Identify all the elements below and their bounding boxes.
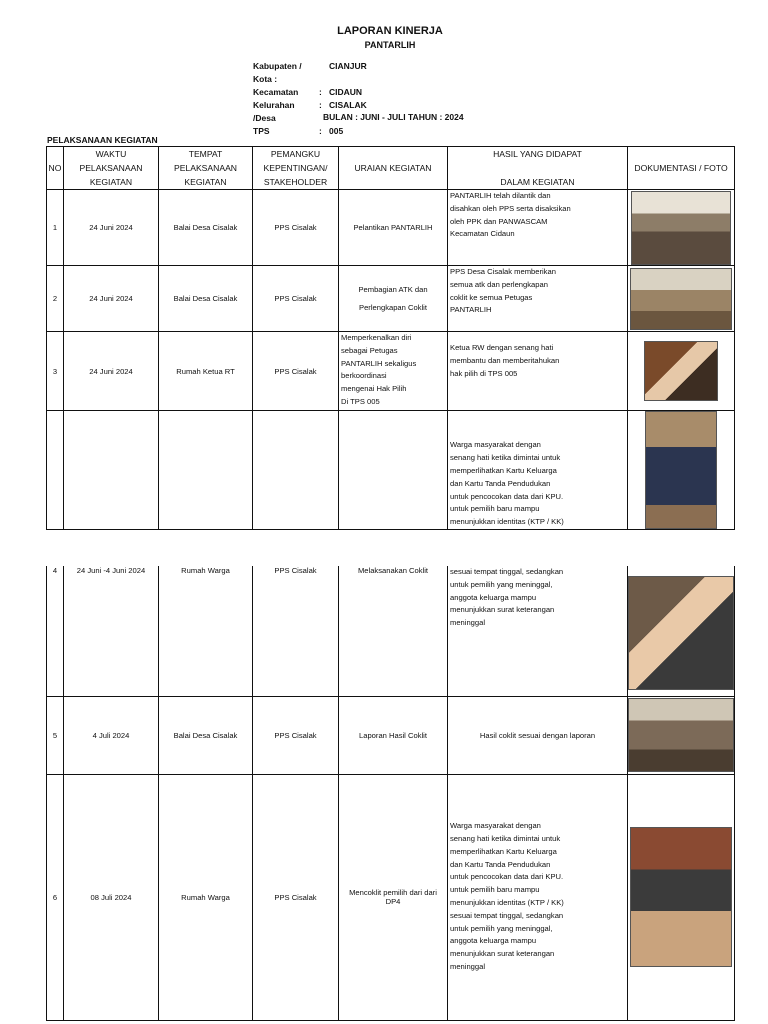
cell-hasil: PPS Desa Cisalak memberikan semua atk dan perlengkapan coklit ke semua Petugas PANTARLIH <box>448 266 628 332</box>
table-header-row <box>47 147 735 190</box>
cell-uraian: Laporan Hasil Coklit <box>339 696 448 774</box>
meta-value: CISALAK <box>329 100 367 110</box>
cell-pemangku: PPS Cisalak <box>253 696 339 774</box>
table-row <box>47 411 735 530</box>
cell-hasil: Ketua RW dengan senang hati membantu dan memberitahukan hak pilih di TPS 005 <box>448 332 628 411</box>
col-waktu-header: WAKTU PELAKSANAAN KEGIATAN <box>64 147 159 190</box>
section-title: PELAKSANAAN KEGIATAN <box>47 135 158 145</box>
meta-sep <box>319 60 329 86</box>
cell-foto <box>628 266 735 332</box>
cell-waktu: 08 Juli 2024 <box>64 774 159 1020</box>
cell-uraian: Pembagian ATK dan Perlengkapan Coklit <box>339 266 448 332</box>
cell-hasil: PANTARLIH telah dilantik dan disahkan oleh PPS serta disaksikan oleh PPK dan PANWASCAM Kecamatan Cidaun <box>448 190 628 266</box>
meta-key: TPS <box>253 126 270 136</box>
meta-sep: : <box>319 126 322 136</box>
meta-key: Kabupaten / Kota : <box>253 61 302 84</box>
activity-table <box>46 146 735 530</box>
report-meta <box>253 60 367 138</box>
cell-uraian: Melaksanakan Coklit <box>339 566 448 696</box>
photo-report-meeting <box>628 698 734 772</box>
col-uraian-header: URAIAN KEGIATAN <box>339 147 448 190</box>
meta-value: CIDAUN <box>329 87 363 97</box>
cell-no: 4 <box>47 566 64 696</box>
report-title: LAPORAN KINERJA <box>337 25 443 37</box>
cell-uraian: Pelantikan PANTARLIH <box>339 190 448 266</box>
cell-foto <box>628 332 735 411</box>
cell-tempat: Balai Desa Cisalak <box>159 696 253 774</box>
cell-waktu: 4 Juli 2024 <box>64 696 159 774</box>
meta-key: Kecamatan <box>253 87 299 97</box>
photo-selfie-residents <box>628 576 734 690</box>
photo-selfie-rt <box>644 341 718 401</box>
cell-tempat: Balai Desa Cisalak <box>159 190 253 266</box>
cell-foto <box>628 566 735 696</box>
cell-uraian: Mencoklit pemilih dari dari DP4 <box>339 774 448 1020</box>
cell-hasil: Warga masyarakat dengan senang hati ketika dimintai untuk memperlihatkan Kartu Keluarga dan Kartu Tanda Pendudukan untuk pencocokan data dari KPU. untuk pemilih baru mampu menunjukkan identitas (KTP / KK) <box>448 411 628 530</box>
cell-waktu <box>64 411 159 530</box>
cell-pemangku <box>253 411 339 530</box>
meta-row-tps <box>253 125 367 138</box>
cell-tempat: Rumah Warga <box>159 566 253 696</box>
meta-sep: : <box>319 87 322 97</box>
col-tempat-header: TEMPAT PELAKSANAAN KEGIATAN <box>159 147 253 190</box>
table-row <box>47 266 735 332</box>
cell-hasil: sesuai tempat tinggal, sedangkan untuk pemilih yang meninggal, anggota keluarga mampu menunjukkan surat keterangan meninggal <box>448 566 628 696</box>
activity-table-continued <box>46 566 735 1021</box>
table-row <box>47 190 735 266</box>
meta-key: Kelurahan /Desa <box>253 100 295 123</box>
table-row <box>47 566 735 696</box>
photo-meeting-hall <box>631 191 731 265</box>
cell-waktu: 24 Juni 2024 <box>64 190 159 266</box>
cell-foto <box>628 696 735 774</box>
col-pemangku-header: PEMANGKU KEPENTINGAN/ STAKEHOLDER <box>253 147 339 190</box>
report-period: BULAN : JUNI - JULI TAHUN : 2024 <box>323 112 464 122</box>
cell-pemangku: PPS Cisalak <box>253 266 339 332</box>
meta-value: CIANJUR <box>329 61 367 71</box>
meta-sep: : <box>319 100 322 110</box>
meta-row-kabupaten <box>253 60 367 86</box>
cell-no: 2 <box>47 266 64 332</box>
cell-uraian <box>339 411 448 530</box>
cell-hasil: Hasil coklit sesuai dengan laporan <box>448 696 628 774</box>
cell-foto <box>628 190 735 266</box>
col-dokumentasi-header: DOKUMENTASI / FOTO <box>628 147 735 190</box>
cell-waktu: 24 Juni 2024 <box>64 266 159 332</box>
cell-hasil: Warga masyarakat dengan senang hati ketika dimintai untuk memperlihatkan Kartu Keluarga dan Kartu Tanda Pendudukan untuk pencocokan data dari KPU. untuk pemilih baru mampu menunjukkan identitas (KTP / KK) sesuai tempat tinggal, sedangkan untuk pemilih yang meninggal, anggota keluarga mampu menunjukkan surat keterangan meninggal <box>448 774 628 1020</box>
cell-tempat: Balai Desa Cisalak <box>159 266 253 332</box>
cell-foto <box>628 774 735 1020</box>
cell-pemangku: PPS Cisalak <box>253 190 339 266</box>
cell-no: 5 <box>47 696 64 774</box>
cell-no: 3 <box>47 332 64 411</box>
table-row <box>47 774 735 1020</box>
cell-tempat <box>159 411 253 530</box>
cell-tempat: Rumah Warga <box>159 774 253 1020</box>
table-row <box>47 696 735 774</box>
cell-pemangku: PPS Cisalak <box>253 566 339 696</box>
meta-row-kecamatan <box>253 86 367 99</box>
cell-pemangku: PPS Cisalak <box>253 774 339 1020</box>
photo-woman-sticker <box>630 827 732 967</box>
cell-pemangku: PPS Cisalak <box>253 332 339 411</box>
report-subtitle: PANTARLIH <box>364 40 416 50</box>
cell-no: 1 <box>47 190 64 266</box>
cell-uraian: Memperkenalkan diri sebagai Petugas PANTARLIH sekaligus berkoordinasi mengenai Hak Pilih Di TPS 005 <box>339 332 448 411</box>
meta-value: 005 <box>329 126 344 136</box>
table-row <box>47 332 735 411</box>
cell-no <box>47 411 64 530</box>
col-no-header: NO <box>47 147 64 190</box>
col-hasil-header: HASIL YANG DIDAPAT DALAM KEGIATAN <box>448 147 628 190</box>
cell-tempat: Rumah Ketua RT <box>159 332 253 411</box>
cell-waktu: 24 Juni 2024 <box>64 332 159 411</box>
cell-waktu: 24 Juni -4 Juni 2024 <box>64 566 159 696</box>
photo-office-distribution <box>630 268 732 330</box>
cell-no: 6 <box>47 774 64 1020</box>
photo-resident-sticker <box>645 411 717 529</box>
cell-foto <box>628 411 735 530</box>
